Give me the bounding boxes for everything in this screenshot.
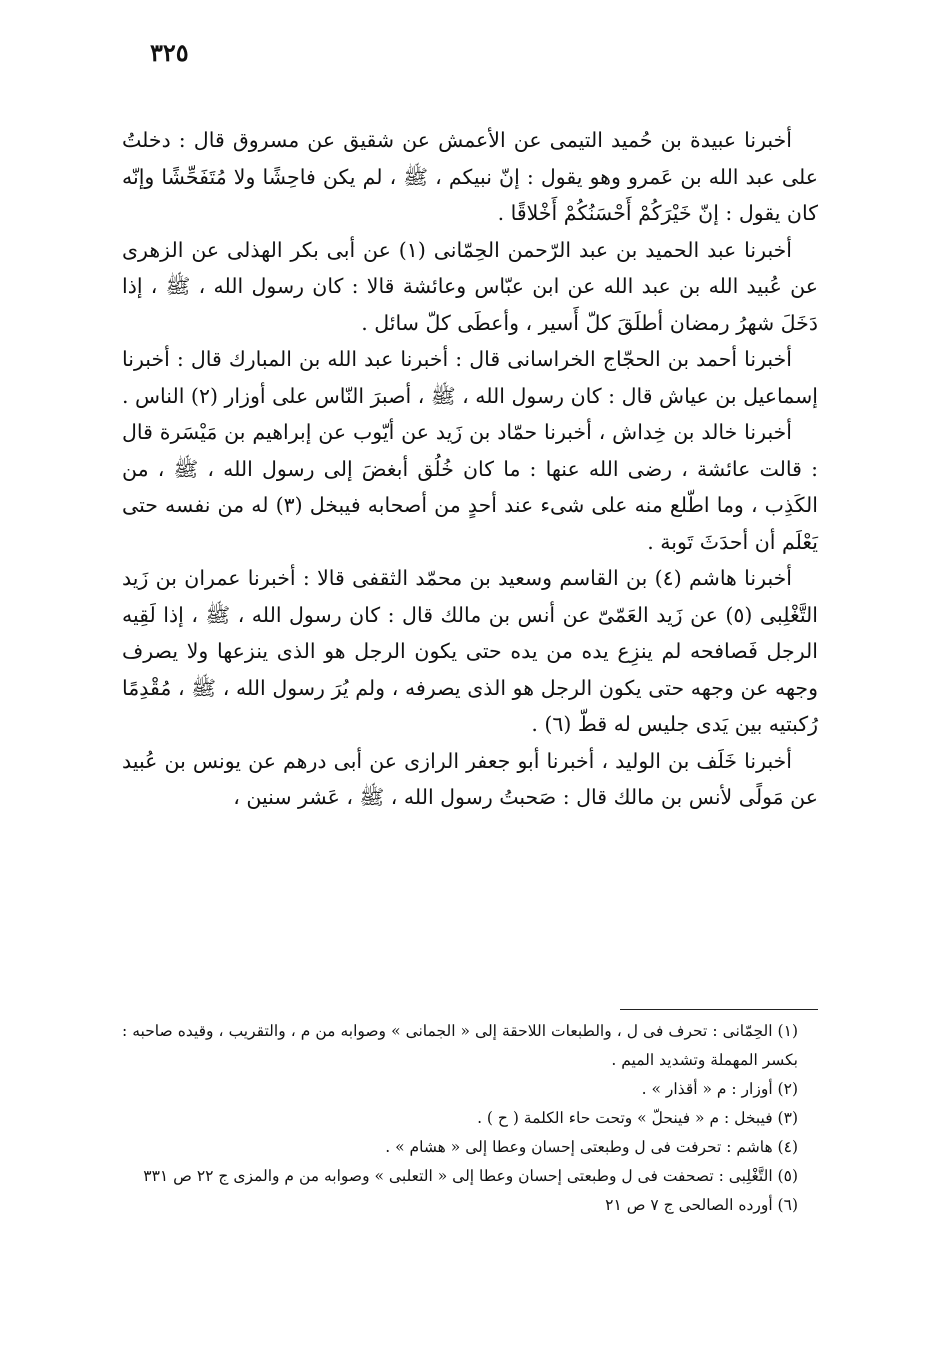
footnote: (٦) أورده الصالحى ج ٧ ص ٢١	[605, 1196, 798, 1214]
footnote: (١) الحِمّانى : تحرف فى ل ، والطبعات اللاحقة إلى « الجمانى » وصوابه من م ، والتقريب ، وقيده صاحبه : بكسر المهملة وتشديد الميم .	[122, 1022, 798, 1069]
footnote: (٣) فيبخل : م « فينحلّ » وتحت حاء الكلمة ( ح ) .	[477, 1109, 798, 1127]
paragraph: أخبرنا هاشم (٤) بن القاسم وسعيد بن محمّد الثقفى قالا : أخبرنا عمران بن زَيد التَّغْلِبى (٥) عن زَيد العَمّىّ عن أنس بن مالك قال : كان رسول الله ، ﷺ ، إذا لَقِيه الرجل فَصافحه لم ينزِع يده من يده حتى يكون الرجل هو الذى ينزعها ولا يصرف وجهه عن وجهه حتى يكون الرجل هو الذى يصرفه ، ولم يُرَ رسول الله ، ﷺ ، مُقْدِمًا رُكبتيه بين يَدى جليس له قطّ (٦) .	[122, 566, 818, 736]
page-number: ٣٢٥	[150, 38, 189, 67]
main-text	[122, 122, 818, 816]
footnote-separator	[620, 1009, 818, 1010]
paragraph: أخبرنا خالد بن خِداش ، أخبرنا حمّاد بن زَيد عن أيّوب عن إبراهيم بن مَيْسَرة قال : قالت عائشة ، رضى الله عنها : ما كان خُلُق أبغضَ إلى رسول الله ، ﷺ ، من الكَذِب ، وما اطّلع منه على شىء عند أحدٍ من أصحابه فيبخل (٣) له من نفسه حتى يَعْلَم أن أحدَثَ تَوبة .	[122, 420, 818, 554]
paragraph: أخبرنا عبد الحميد بن عبد الرّحمن الحِمّانى (١) عن أبى بكر الهذلى عن الزهرى عن عُبيد الله بن عبد الله عن ابن عبّاس وعائشة قالا : كان رسول الله ، ﷺ ، إذا دَخَلَ شهرُ رمضان أطلَقَ كلّ أَسير ، وأعطَى كلّ سائل .	[122, 237, 818, 335]
footnote: (٤) هاشم : تحرفت فى ل وطبعتى إحسان وعطا إلى « هشام » .	[385, 1138, 798, 1156]
footnote: (٥) التَّغْلِبى : تصحفت فى ل وطبعتى إحسان وعطا إلى « التعلبى » وصوابه من م والمزى ج ٢٢ ص ٣٣١	[143, 1167, 798, 1185]
footnotes	[122, 1017, 818, 1220]
paragraph: أخبرنا عبيدة بن حُميد التيمى عن الأعمش عن شقيق عن مسروق قال : دخلتُ على عبد الله بن عَمرو وهو يقول : إنّ نبيكم ، ﷺ ، لم يكن فاحِشًا ولا مُتَفَحِّشًا وإنّه كان يقول : إنّ خَيْرَكُمْ أَحْسَنُكُمْ أَخْلاقًا .	[122, 128, 818, 225]
footnote: (٢) أوزار : م « أقذار » .	[641, 1080, 798, 1098]
paragraph: أخبرنا أحمد بن الحجّاج الخراسانى قال : أخبرنا عبد الله بن المبارك قال : أخبرنا إسماعيل بن عياش قال : كان رسول الله ، ﷺ ، أصبرَ النّاس على أوزار (٢) الناس .	[121, 347, 818, 408]
paragraph: أخبرنا خَلَف بن الوليد ، أخبرنا أبو جعفر الرازى عن أبى درهم عن يونس بن عُبيد عن مَولًى لأنس بن مالك قال : صَحبتُ رسول الله ، ﷺ ، عَشر سنين ،	[122, 748, 818, 809]
